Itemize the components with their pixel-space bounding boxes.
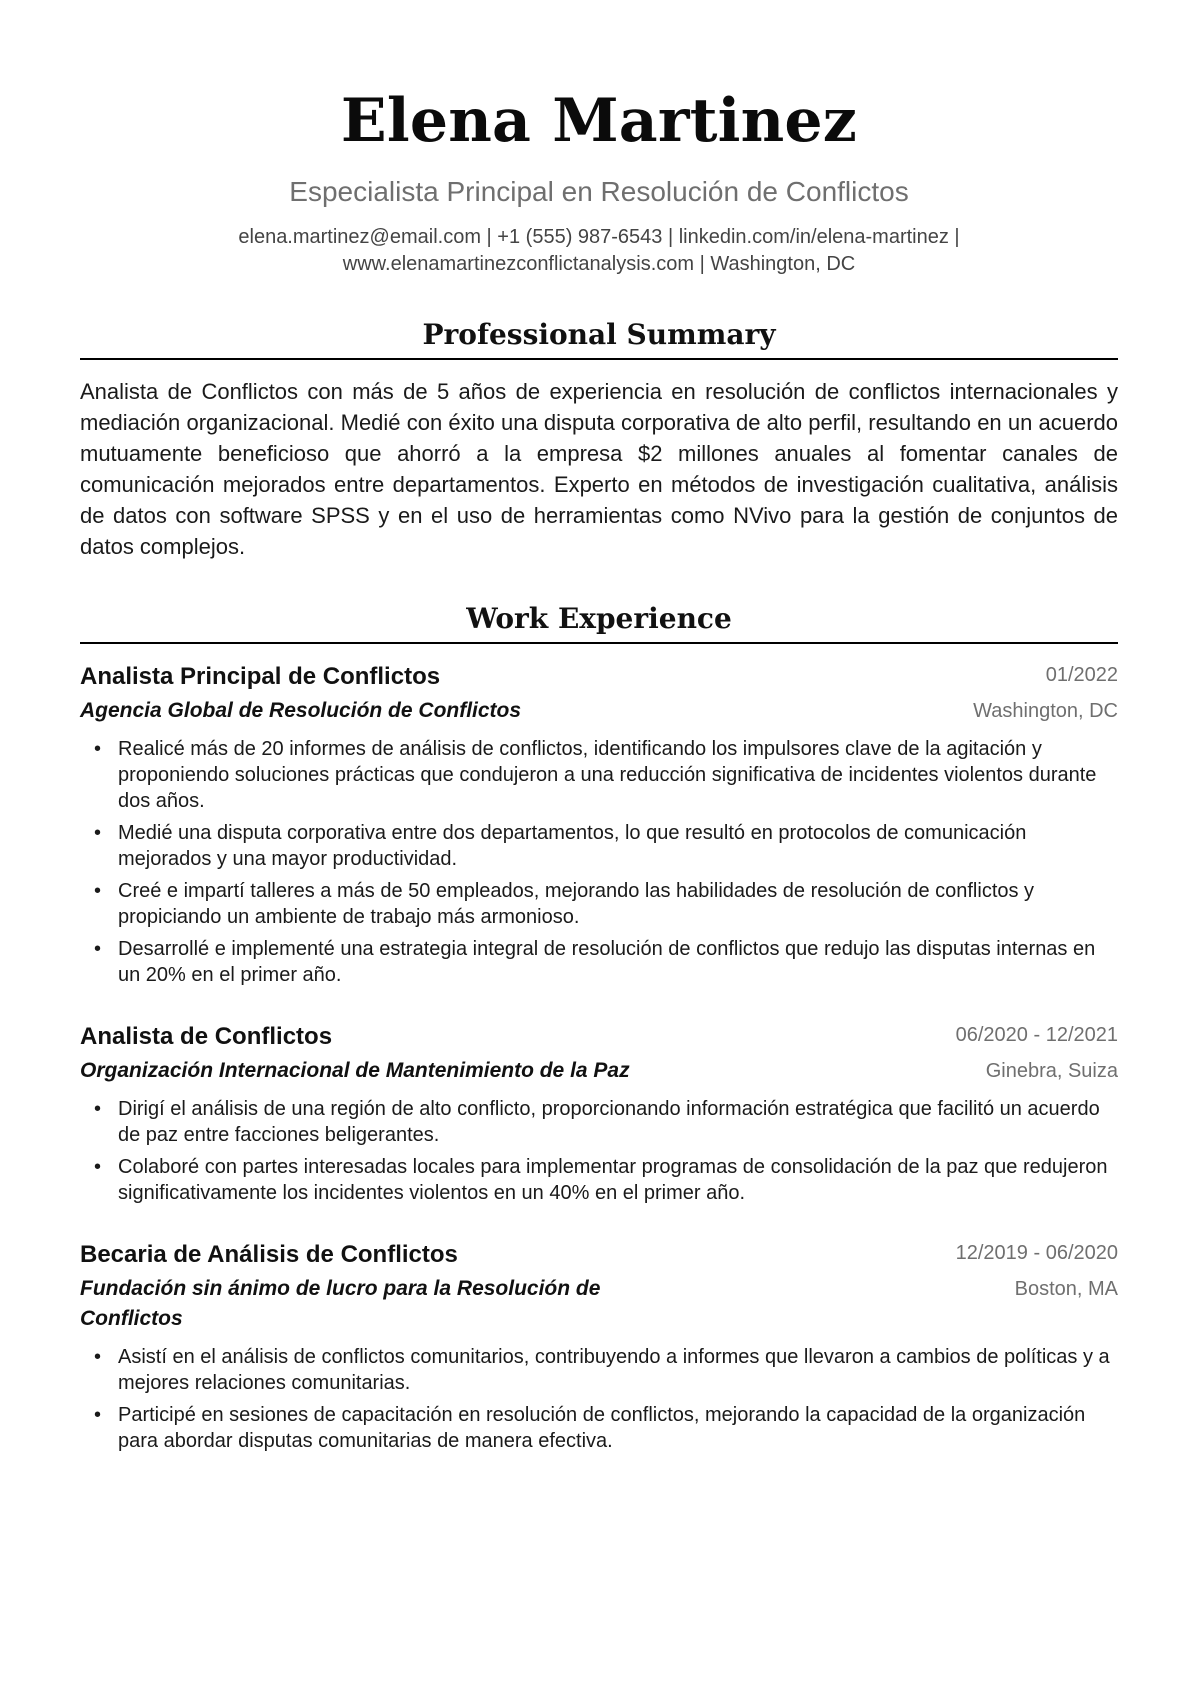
job-title: Becaria de Análisis de Conflictos (80, 1241, 458, 1268)
job-location: Boston, MA (1014, 1278, 1118, 1300)
contact-line-2: www.elenamartinezconflictanalysis.com | Washington, DC (342, 253, 856, 275)
job-bullet-text: Dirigí el análisis de una región de alto conflicto, proporcionando información estratégica que facilitó un acuerdo de paz entre facciones beligerantes. (118, 1098, 1100, 1146)
summary-divider (80, 358, 1118, 360)
bullet-icon: • (94, 1098, 102, 1120)
job-bullet-text: Desarrollé e implementé una estrategia integral de resolución de conflictos que redujo las disputas internas en un 20% en el primer año. (118, 938, 1096, 986)
bullet-icon: • (94, 880, 102, 902)
candidate-subtitle: Especialista Principal en Resolución de Conflictos (289, 176, 909, 207)
bullet-icon: • (94, 1404, 102, 1426)
job-bullet-text: Medié una disputa corporativa entre dos departamentos, lo que resultó en protocolos de comunicación mejorados y una mayor productividad. (118, 822, 1027, 870)
resume-page (80, 80, 1118, 1486)
job-title: Analista de Conflictos (80, 1023, 333, 1050)
job-bullet-text: Creé e impartí talleres a más de 50 empleados, mejorando las habilidades de resolución de conflictos y propiciando un ambiente de trabajo más armonioso. (118, 880, 1035, 928)
job-company: Fundación sin ánimo de lucro para la Resolución de Conflictos (80, 1277, 601, 1330)
job-bullets (80, 736, 1118, 988)
job-date: 06/2020 - 12/2021 (955, 1024, 1118, 1046)
job-bullet (80, 736, 1118, 814)
experience-divider (80, 642, 1118, 644)
job-bullet (80, 1154, 1118, 1206)
job-bullet (80, 936, 1118, 988)
job-location: Washington, DC (973, 700, 1118, 722)
job-entry (80, 1020, 1118, 1206)
job-entry (80, 1238, 1118, 1454)
job-bullet-text: Asistí en el análisis de conflictos comunitarios, contribuyendo a informes que llevaron a cambios de políticas y a mejores relaciones comunitarias. (118, 1346, 1110, 1394)
job-bullet (80, 820, 1118, 872)
summary-section (80, 316, 1118, 562)
job-company: Agencia Global de Resolución de Conflictos (80, 699, 522, 722)
job-date: 12/2019 - 06/2020 (955, 1242, 1118, 1264)
job-bullet (80, 878, 1118, 930)
job-bullet (80, 1344, 1118, 1396)
job-company: Organización Internacional de Mantenimiento de la Paz (80, 1059, 630, 1082)
job-bullets (80, 1344, 1118, 1454)
job-bullet-text: Participé en sesiones de capacitación en resolución de conflictos, mejorando la capacidad de la organización para abordar disputas comunitarias de manera efectiva. (118, 1404, 1086, 1452)
job-date: 01/2022 (1045, 664, 1118, 686)
job-entry (80, 660, 1118, 988)
job-bullet-text: Colaboré con partes interesadas locales para implementar programas de consolidación de la paz que redujeron significativamente los incidentes violentos en un 40% en el primer año. (118, 1156, 1108, 1204)
bullet-icon: • (94, 1346, 102, 1368)
job-bullet (80, 1096, 1118, 1148)
job-company-row (80, 1054, 1118, 1086)
contact-line-1: elena.martinez@email.com | +1 (555) 987-6543 | linkedin.com/in/elena-martinez | (238, 226, 960, 248)
job-header-row (80, 660, 1118, 694)
job-header-row (80, 1238, 1118, 1272)
job-company-row (80, 1272, 1118, 1334)
resume-header (80, 80, 1118, 278)
experience-section (80, 600, 1118, 1454)
job-bullet (80, 1402, 1118, 1454)
job-title: Analista Principal de Conflictos (80, 663, 441, 690)
bullet-icon: • (94, 938, 102, 960)
job-bullets (80, 1096, 1118, 1206)
job-bullet-text: Realicé más de 20 informes de análisis de conflictos, identificando los impulsores clave de la agitación y proponiendo soluciones prácticas que condujeron a una reducción significativa de incidentes violentos durante dos años. (118, 738, 1097, 812)
bullet-icon: • (94, 822, 102, 844)
job-header-row (80, 1020, 1118, 1054)
contact-info (179, 224, 1019, 278)
candidate-name: Elena Martinez (340, 86, 858, 156)
bullet-icon: • (94, 1156, 102, 1178)
job-company-row (80, 694, 1118, 726)
bullet-icon: • (94, 738, 102, 760)
experience-heading: Work Experience (466, 602, 732, 635)
summary-text: Analista de Conflictos con más de 5 años de experiencia en resolución de conflictos internacionales y mediación organizacional. Medié con éxito una disputa corporativa de alto perfil, resultando en un acuerdo mutuamente beneficioso que ahorró a la empresa $2 millones anuales al fomentar canales de comunicación mejorados entre departamentos. Experto en métodos de investigación cualitativa, análisis de datos con software SPSS y en el uso de herramientas como NVivo para la gestión de conjuntos de datos complejos. (80, 379, 1118, 559)
job-location: Ginebra, Suiza (985, 1060, 1118, 1082)
summary-heading: Professional Summary (422, 318, 776, 351)
